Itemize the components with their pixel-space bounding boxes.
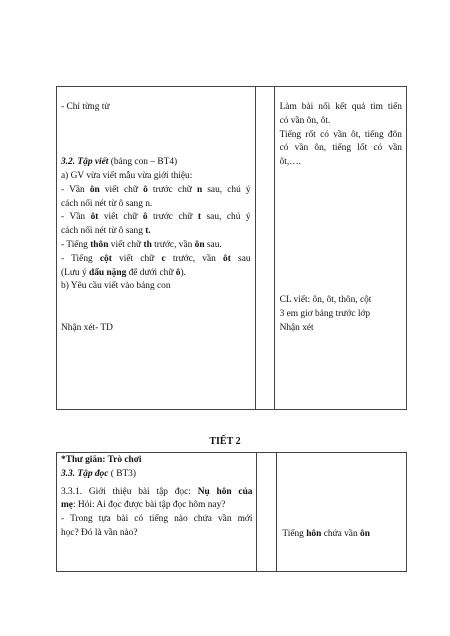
text-line: 3.3.1. Giới thiệu bài tập đọc: Nụ hôn của bbox=[61, 486, 253, 497]
lesson-table-1 bbox=[56, 86, 407, 410]
text-line: 3 em giơ bảng trước lớp bbox=[279, 308, 371, 319]
text-line: - Tiếng thôn viết chữ th trước, vần ôn sau. bbox=[61, 239, 222, 250]
text-line: cách nối nét từ ô sang n. bbox=[61, 198, 153, 209]
spacer-column bbox=[255, 87, 274, 410]
text-line: - Trong tựa bài có tiếng nào chứa vần mới bbox=[61, 514, 253, 525]
text-line: Nhận xét- TD bbox=[61, 322, 113, 333]
text-line: Tiếng hôn chứa vần ôn bbox=[282, 529, 370, 539]
section-title: TIẾT 2 bbox=[209, 436, 241, 447]
text-line: - Tiếng cột viết chữ c trước, vần ôt sau bbox=[61, 253, 251, 264]
text-line: có vần ôn, tiếng lốt có vần bbox=[279, 143, 402, 154]
student-column bbox=[274, 87, 406, 410]
text-line: - Chỉ từng từ bbox=[61, 102, 110, 112]
text-line: mẹ: Hỏi: Ai đọc được bài tập đọc hôm nay? bbox=[61, 500, 226, 511]
section-heading: 3.2. Tập viết (bảng con – BT4) bbox=[61, 157, 178, 168]
spacer-column bbox=[257, 453, 277, 572]
text-line: *Thư giãn: Trò chơi bbox=[61, 455, 142, 465]
lesson-table-2 bbox=[56, 452, 407, 572]
teacher-column bbox=[57, 453, 257, 572]
student-column bbox=[277, 453, 407, 572]
text-line: a) GV vừa viết mẫu vừa giới thiệu: bbox=[61, 170, 193, 181]
text-line: Tiếng rốt có vần ôt, tiếng đôn bbox=[279, 129, 402, 140]
text-line: - Vần ôn viết chữ ô trước chữ n sau, chú ý bbox=[61, 184, 251, 195]
teacher-column bbox=[57, 87, 256, 410]
text-line: - Vần ôt viết chữ ô trước chữ t sau, chú ý bbox=[61, 212, 251, 223]
text-line: Nhận xét bbox=[279, 322, 314, 333]
section-heading: 3.3. Tập đọc ( BT3) bbox=[61, 468, 136, 479]
text-line: (Lưu ý dấu nặng để dưới chữ ô). bbox=[61, 267, 186, 278]
text-line: CL viết: ôn, ôt, thôn, cột bbox=[279, 295, 372, 306]
text-line: học? Đó là vần nào? bbox=[61, 527, 138, 538]
text-line: Làm bài nối kết quả tìm tiến bbox=[279, 102, 402, 112]
text-line: có vần ôn, ôt. bbox=[279, 115, 331, 126]
text-line: ôt,…. bbox=[279, 157, 301, 168]
text-line: cách nối nét từ ô sang t. bbox=[61, 226, 151, 237]
text-line: b) Yêu cầu viết vào bảng con bbox=[61, 281, 171, 292]
